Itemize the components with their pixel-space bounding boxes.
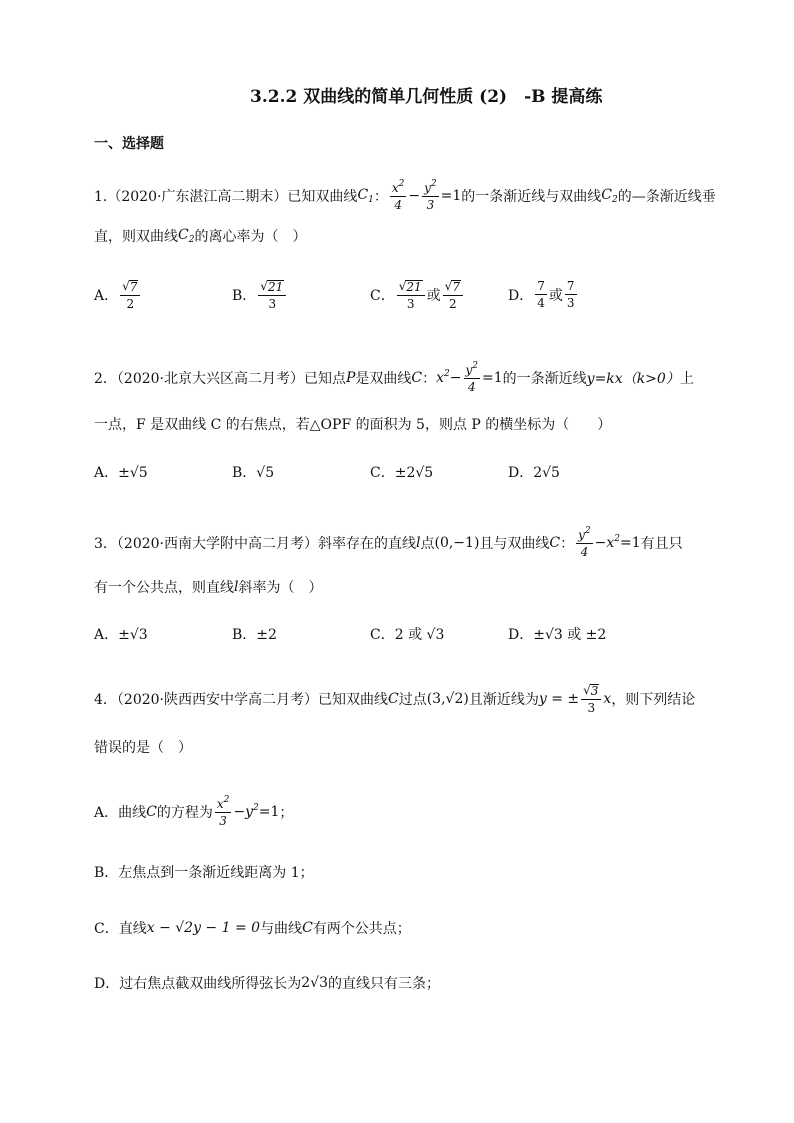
question-1-line-1: 1.（2020·广东湛江高二期末）已知双曲线 $C_1$ ： $\frac{x^2}{4}$ − $\frac{y^2}{3}$ =1 的一条渐近线与双曲线 $C_2$ 的—条渐近线垂: [94, 179, 716, 212]
question-1-line-2: 直，则双曲线 $C_2$ 的离心率为（ ）: [94, 227, 307, 245]
fraction: $\frac{y^2}{3}$: [424, 179, 437, 212]
q4-option-c: C．直线 x − √2y − 1 = 0 与曲线 C 有两个公共点；: [94, 920, 411, 937]
q2-option-c: C．±2√5: [370, 465, 434, 481]
question-3-line-1: 3．（2020·西南大学附中高二月考）斜率存在的直线 l 点 (0,−1) 且与双曲线 C ： $\frac{y^2}{4}$ $-x^2$ =1 有且只: [94, 526, 683, 559]
q1-option-c: C． √ 21 3 或 √ 7 2: [370, 280, 465, 310]
q1-option-a: A． √ 7 2: [94, 280, 142, 310]
q1-option-b: B． √ 21 3: [232, 280, 288, 310]
q3-option-b: B．±2: [232, 627, 277, 643]
q3-option-a: A．±√3: [94, 627, 148, 643]
question-2-line-1: 2．（2020·北京大兴区高二月考）已知点 P 是双曲线 C ： $x^2$ − $\frac{y^2}{4}$ =1 的一条渐近线 y=kx（k>0） 上: [94, 361, 694, 394]
q3-option-c: C．2 或 √3: [370, 627, 445, 643]
fraction: $\frac{x^2}{4}$: [391, 179, 405, 212]
q2-option-b: B．√5: [232, 465, 275, 481]
page-title: 3.2.2 双曲线的简单几何性质 (2) -B 提高练: [250, 87, 603, 107]
section-heading: 一、选择题: [94, 136, 164, 152]
question-4-line-2: 错误的是（ ）: [94, 740, 192, 756]
q3-option-d: D．±√3 或 ±2: [508, 627, 607, 643]
question-2-line-2: 一点，F 是双曲线 C 的右焦点，若△OPF 的面积为 5，则点 P 的横坐标为（ ）: [94, 417, 612, 433]
q2-option-a: A．±√5: [94, 465, 148, 481]
q4-option-a: A．曲线 C 的方程为 $\frac{x^2}{3}$ $-y^2$ =1 ；: [94, 795, 294, 828]
q4-option-b: B．左焦点到一条渐近线距离为 1；: [94, 865, 314, 881]
question-3-line-2: 有一个公共点，则直线 l 斜率为（ ）: [94, 579, 323, 596]
question-4-line-1: 4．（2020·陕西西安中学高二月考）已知双曲线 C 过点 (3,√2) 且渐近线为 y = ± √ 3 3 x ，则下列结论: [94, 683, 696, 715]
q1-option-d: D． $\frac{7}{4}$ 或 $\frac{7}{3}$: [508, 279, 575, 310]
q2-option-d: D．2√5: [508, 465, 560, 481]
q4-option-d: D．过右焦点截双曲线所得弦长为 2√3 的直线只有三条；: [94, 975, 440, 992]
